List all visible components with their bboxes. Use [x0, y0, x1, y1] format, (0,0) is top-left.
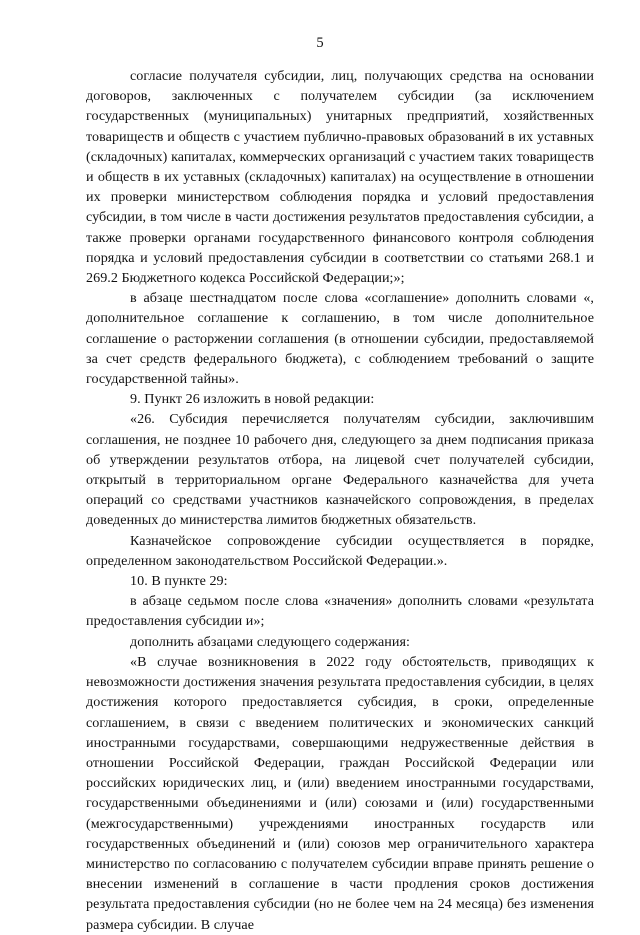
paragraph: согласие получателя субсидии, лиц, получающих средства на основании договоров, заключенных с получателем субсидии (за исключением государственных (муниципальных) унитарных предприятий, хозяйственных товариществ и обществ с участием публично-правовых образований в их уставных (складочных) капиталах, коммерческих организаций с участием таких товариществ и обществ в их уставных (складочных) капиталах) на осуществление в отношении их проверки министерством соблюдения порядка и условий предоставления субсидии, в том числе в части достижения результатов предоставления субсидии, а также проверки органами государственного финансового контроля соблюдения порядка и условий предоставления субсидии в соответствии со статьями 268.1 и 269.2 Бюджетного кодекса Российской Федерации;»; [86, 68, 594, 287]
paragraph: дополнить абзацами следующего содержания: [130, 633, 410, 650]
paragraph: в абзаце шестнадцатом после слова «соглашение» дополнить словами «, дополнительное соглашение к соглашению, в том числе дополнительное соглашение о расторжении соглашения (в отношении субсидии, предоставляемой за счет средств федерального бюджета), с соблюдением требований о защите государственной тайны». [86, 290, 594, 388]
paragraph: Казначейское сопровождение субсидии осуществляется в порядке, определенном законодательством Российской Федерации.». [86, 532, 594, 569]
paragraph: в абзаце седьмом после слова «значения» дополнить словами «результата предоставления субсидии и»; [86, 593, 594, 630]
paragraph: «В случае возникновения в 2022 году обстоятельств, приводящих к невозможности достижения значения результата предоставления субсидии, в целях достижения которого предоставляется субсидия, в сроки, определенные соглашением, в связи с введением политических и экономических санкций иностранными государствами, совершающими недружественные действия в отношении Российской Федерации, граждан Российской Федерации или российских юридических лиц, и (или) введением иностранными государствами, государственными объединениями и (или) союзами и (или) государственными (межгосударственными) учреждениями иностранных государств или государственных объединений и (или) союзов мер ограничительного характера министерство по согласованию с получателем субсидии вправе принять решение о внесении изменений в соглашение в части продления сроков достижения результата предоставления субсидии (но не более чем на 24 месяца) без изменения размера субсидии. В случае [86, 653, 594, 933]
document-body [86, 66, 594, 935]
paragraph: 10. В пункте 29: [130, 573, 228, 590]
page-number: 5 [316, 35, 324, 51]
paragraph: «26. Субсидия перечисляется получателям субсидии, заключившим соглашения, не позднее 10 рабочего дня, следующего за днем подписания приказа об утверждении результатов отбора, на лицевой счет получателей субсидии, открытый в территориальном органе Федерального казначейства для учета операций со средствами участников казначейского сопровождения, в пределах доведенных до министерства лимитов бюджетных обязательств. [86, 411, 594, 529]
paragraph: 9. Пункт 26 изложить в новой редакции: [130, 391, 375, 408]
